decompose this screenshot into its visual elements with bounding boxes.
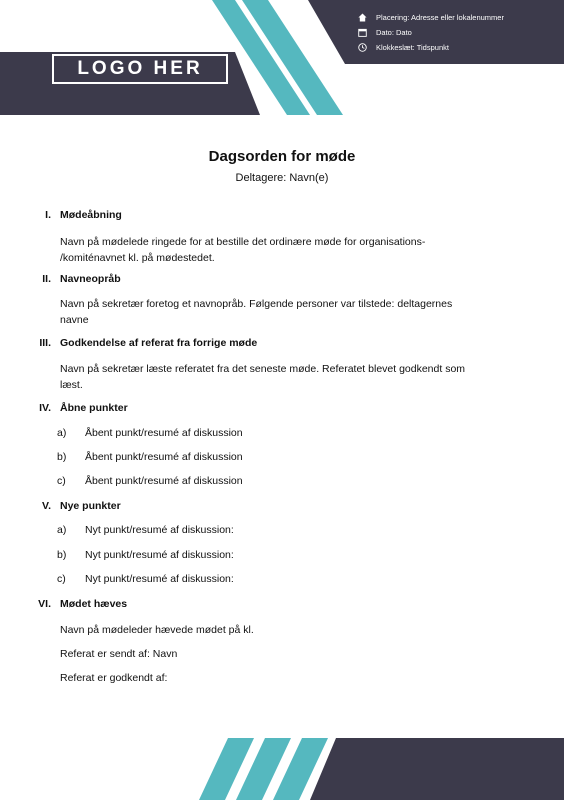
time-row	[358, 40, 504, 55]
minutes-approved-by: Referat er godkendt af:	[60, 672, 168, 684]
date-row	[358, 25, 504, 40]
logo-text: LOGO HER	[77, 58, 203, 79]
footer-dark-band	[310, 738, 564, 800]
item-text: Åbent punkt/resumé af diskussion	[85, 427, 243, 439]
section-paragraph	[60, 234, 510, 266]
contact-info	[358, 10, 504, 55]
paragraph-line: læst.	[60, 379, 83, 391]
location-text: Placering: Adresse eller lokalenummer	[376, 13, 504, 22]
section-number: IV.	[39, 402, 51, 414]
section-heading: Mødeåbning	[60, 209, 122, 221]
section-number: I.	[45, 209, 51, 221]
item-letter: a)	[57, 427, 67, 439]
item-letter: b)	[57, 549, 67, 561]
section-number: II.	[42, 273, 51, 285]
item-text: Nyt punkt/resumé af diskussion:	[85, 573, 234, 585]
section-number: V.	[42, 500, 51, 512]
paragraph-line: Navn på sekretær læste referatet fra det seneste møde. Referatet blevet godkendt som	[60, 363, 466, 375]
paragraph-line: navne	[60, 314, 89, 326]
section-number: VI.	[38, 598, 51, 610]
paragraph-line: Navn på mødelede ringede for at bestille det ordinære møde for organisations-	[60, 236, 426, 248]
time-text: Klokkeslæt: Tidspunkt	[376, 43, 449, 52]
section-number: III.	[39, 337, 51, 349]
section-heading: Åbne punkter	[60, 402, 128, 414]
section-paragraph	[60, 361, 510, 393]
location-row	[358, 10, 504, 25]
document-title: Dagsorden for møde	[208, 148, 356, 165]
item-text: Åbent punkt/resumé af diskussion	[85, 451, 243, 463]
item-letter: a)	[57, 524, 67, 536]
section-paragraph	[60, 296, 510, 328]
calendar-icon	[358, 28, 367, 37]
minutes-sent-by: Referat er sendt af: Navn	[60, 648, 178, 660]
item-letter: c)	[57, 573, 66, 585]
clock-icon	[358, 43, 367, 52]
section-heading: Mødet hæves	[60, 598, 128, 610]
date-text: Dato: Dato	[376, 28, 412, 37]
section-heading: Navneopråb	[60, 273, 121, 285]
paragraph-line: /komiténavnet kl. på mødestedet.	[60, 252, 215, 264]
item-letter: c)	[57, 475, 66, 487]
logo-placeholder	[52, 54, 228, 84]
section-heading: Nye punkter	[60, 500, 121, 512]
paragraph-line: Navn på sekretær foretog et navnopråb. Følgende personer var tilstede: deltagernes	[60, 298, 453, 310]
section-heading: Godkendelse af referat fra forrige møde	[60, 337, 258, 349]
item-text: Åbent punkt/resumé af diskussion	[85, 475, 243, 487]
item-letter: b)	[57, 451, 67, 463]
item-text: Nyt punkt/resumé af diskussion:	[85, 524, 234, 536]
section-paragraph: Navn på mødeleder hævede mødet på kl.	[60, 624, 254, 636]
home-icon	[358, 13, 367, 22]
footer-decoration	[0, 738, 564, 800]
attendees-line: Deltagere: Navn(e)	[235, 172, 329, 184]
item-text: Nyt punkt/resumé af diskussion:	[85, 549, 234, 561]
